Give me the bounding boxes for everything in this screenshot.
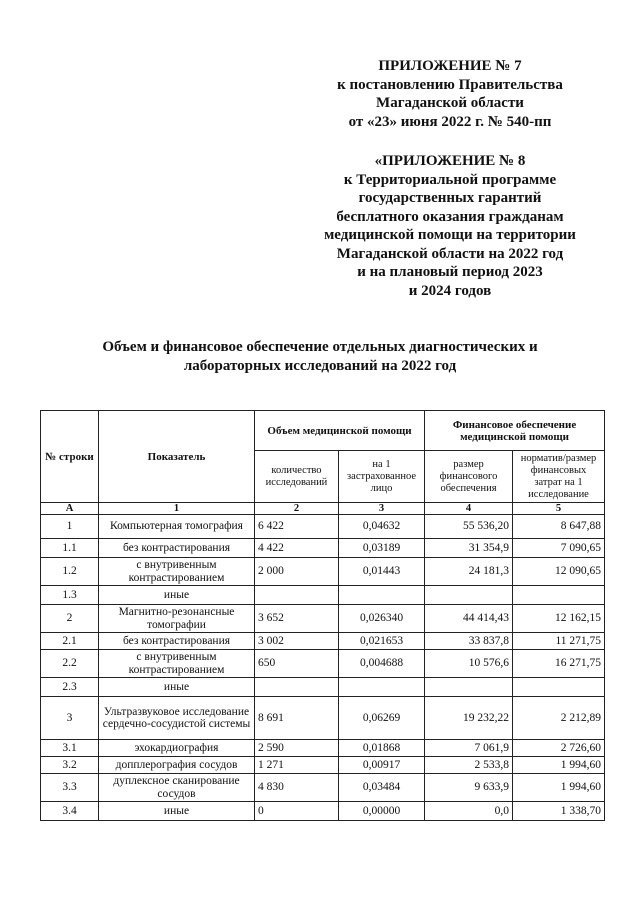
table-row [41, 740, 605, 757]
row-number-cell: 1.1 [41, 539, 99, 558]
indicator-cell: Компьютерная томография [99, 515, 255, 539]
finance-size-cell [425, 678, 513, 697]
index-cell: 4 [425, 503, 513, 515]
row-number-cell: 2.1 [41, 633, 99, 650]
finance-size-cell: 44 414,43 [425, 605, 513, 633]
norm-cost-cell: 1 994,60 [513, 774, 605, 802]
table-row [41, 605, 605, 633]
norm-cost-cell: 7 090,65 [513, 539, 605, 558]
document-title [40, 338, 600, 376]
indicator-cell: дуплексное сканирование сосудов [99, 774, 255, 802]
annex-7-title: ПРИЛОЖЕНИЕ № 7 [378, 58, 522, 74]
col-group-volume: Объем медицинской помощи [255, 411, 425, 451]
finance-size-cell: 19 232,22 [425, 697, 513, 740]
indicator-cell: иные [99, 678, 255, 697]
row-number-cell: 3.1 [41, 740, 99, 757]
row-number-cell: 3 [41, 697, 99, 740]
annex-8-line: и 2024 годов [408, 282, 492, 299]
annex-8-line: к Территориальной программе [343, 171, 557, 188]
table-row [41, 633, 605, 650]
col-finance-size: размер финансового обеспечения [425, 451, 513, 503]
row-number-cell: 3.4 [41, 802, 99, 821]
per-insured-cell: 0,00000 [339, 802, 425, 821]
document-title-line: Объем и финансовое обеспечение отдельных диагностических и [102, 339, 538, 355]
indicator-cell: эхокардиография [99, 740, 255, 757]
count-cell: 2 000 [255, 558, 339, 586]
indicator-cell: без контрастирования [99, 633, 255, 650]
norm-cost-cell [513, 678, 605, 697]
annex-8-title: «ПРИЛОЖЕНИЕ № 8 [374, 153, 526, 169]
count-cell: 3 652 [255, 605, 339, 633]
count-cell: 3 002 [255, 633, 339, 650]
finance-size-cell: 9 633,9 [425, 774, 513, 802]
row-number-cell: 1 [41, 515, 99, 539]
row-number-cell: 2.2 [41, 650, 99, 678]
norm-cost-cell: 8 647,88 [513, 515, 605, 539]
table-row [41, 678, 605, 697]
count-cell: 650 [255, 650, 339, 678]
table-row [41, 586, 605, 605]
annex-8-line: государственных гарантий [358, 190, 542, 206]
indicator-cell: Ультразвуковое исследование сердечно-сосудистой системы [99, 697, 255, 740]
count-cell [255, 586, 339, 605]
annex-7-line: Магаданской области [376, 95, 524, 111]
finance-size-cell: 0,0 [425, 802, 513, 821]
row-number-cell: 3.2 [41, 757, 99, 774]
norm-cost-cell: 12 090,65 [513, 558, 605, 586]
row-number-cell: 1.2 [41, 558, 99, 586]
per-insured-cell: 0,04632 [339, 515, 425, 539]
col-group-finance: Финансовое обеспечение медицинской помощи [425, 411, 605, 451]
finance-size-cell: 31 354,9 [425, 539, 513, 558]
count-cell: 6 422 [255, 515, 339, 539]
finance-size-cell: 33 837,8 [425, 633, 513, 650]
table-row [41, 802, 605, 821]
per-insured-cell: 0,06269 [339, 697, 425, 740]
table-row [41, 558, 605, 586]
table-row [41, 515, 605, 539]
per-insured-cell: 0,01868 [339, 740, 425, 757]
count-cell: 4 830 [255, 774, 339, 802]
count-cell: 1 271 [255, 757, 339, 774]
annex-8-line: и на плановый период 2023 [357, 264, 543, 280]
index-cell: 2 [255, 503, 339, 515]
document-title-line: лабораторных исследований на 2022 год [183, 358, 457, 374]
index-cell: 3 [339, 503, 425, 515]
norm-cost-cell: 2 212,89 [513, 697, 605, 740]
annex-8-line: Магаданской области на 2022 год [336, 245, 564, 262]
table-row [41, 650, 605, 678]
count-cell: 4 422 [255, 539, 339, 558]
indicator-cell: Магнитно-резонансные томографии [99, 605, 255, 633]
col-count: количество исследований [255, 451, 339, 503]
per-insured-cell: 0,00917 [339, 757, 425, 774]
indicator-cell: с внутривенным контрастированием [99, 650, 255, 678]
col-per-insured: на 1 застрахованное лицо [339, 451, 425, 503]
norm-cost-cell: 1 338,70 [513, 802, 605, 821]
table-row [41, 697, 605, 740]
norm-cost-cell [513, 586, 605, 605]
finance-size-cell [425, 586, 513, 605]
count-cell: 8 691 [255, 697, 339, 740]
per-insured-cell [339, 678, 425, 697]
indicator-cell: допплерография сосудов [99, 757, 255, 774]
per-insured-cell [339, 586, 425, 605]
row-number-cell: 2.3 [41, 678, 99, 697]
annex-7-line: к постановлению Правительства [337, 76, 563, 93]
norm-cost-cell: 11 271,75 [513, 633, 605, 650]
col-indicator: Показатель [99, 411, 255, 503]
annex-7-header [270, 57, 630, 131]
per-insured-cell: 0,03484 [339, 774, 425, 802]
count-cell: 2 590 [255, 740, 339, 757]
table-row [41, 539, 605, 558]
count-cell [255, 678, 339, 697]
per-insured-cell: 0,021653 [339, 633, 425, 650]
index-cell: 1 [99, 503, 255, 515]
annex-7-date: от «23» июня 2022 г. № 540-пп [348, 113, 552, 130]
diagnostics-table [40, 410, 605, 821]
per-insured-cell: 0,01443 [339, 558, 425, 586]
finance-size-cell: 10 576,6 [425, 650, 513, 678]
column-index-row [41, 503, 605, 515]
annex-8-header [270, 152, 630, 300]
norm-cost-cell: 1 994,60 [513, 757, 605, 774]
col-row-number: № строки [41, 411, 99, 503]
indicator-cell: без контрастирования [99, 539, 255, 558]
indicator-cell: иные [99, 586, 255, 605]
per-insured-cell: 0,026340 [339, 605, 425, 633]
row-number-cell: 3.3 [41, 774, 99, 802]
index-cell: А [41, 503, 99, 515]
count-cell: 0 [255, 802, 339, 821]
table-row [41, 757, 605, 774]
per-insured-cell: 0,03189 [339, 539, 425, 558]
per-insured-cell: 0,004688 [339, 650, 425, 678]
finance-size-cell: 7 061,9 [425, 740, 513, 757]
finance-size-cell: 24 181,3 [425, 558, 513, 586]
table-row [41, 774, 605, 802]
col-norm-cost: норматив/размер финансовых затрат на 1 исследование [513, 451, 605, 503]
norm-cost-cell: 2 726,60 [513, 740, 605, 757]
indicator-cell: с внутривенным контрастированием [99, 558, 255, 586]
row-number-cell: 2 [41, 605, 99, 633]
finance-size-cell: 2 533,8 [425, 757, 513, 774]
norm-cost-cell: 16 271,75 [513, 650, 605, 678]
annex-8-line: бесплатного оказания гражданам [336, 208, 564, 225]
row-number-cell: 1.3 [41, 586, 99, 605]
indicator-cell: иные [99, 802, 255, 821]
finance-size-cell: 55 536,20 [425, 515, 513, 539]
index-cell: 5 [513, 503, 605, 515]
annex-8-line: медицинской помощи на территории [324, 227, 576, 243]
norm-cost-cell: 12 162,15 [513, 605, 605, 633]
